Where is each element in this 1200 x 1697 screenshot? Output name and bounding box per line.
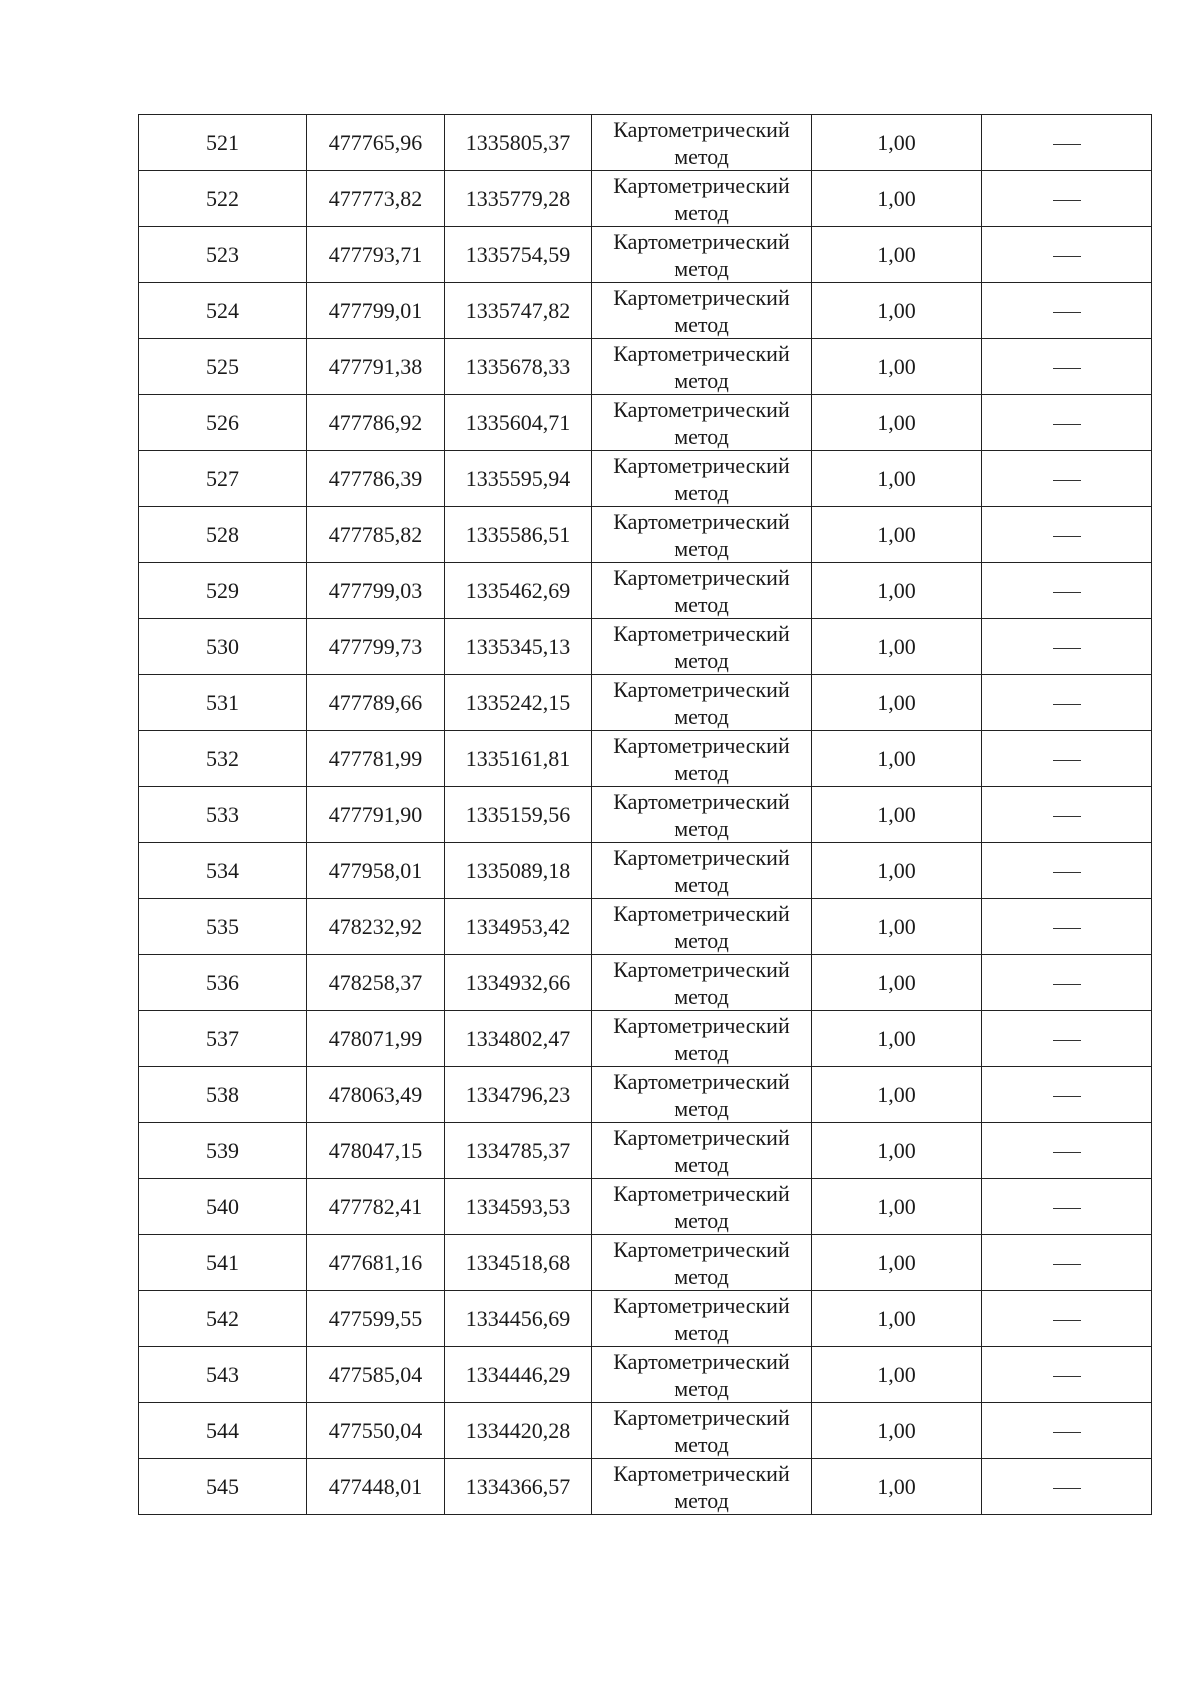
note-cell <box>982 227 1152 283</box>
coordinate-y-cell: 1334518,68 <box>445 1235 592 1291</box>
coordinate-y-cell: 1335595,94 <box>445 451 592 507</box>
dash-mark <box>1053 536 1081 537</box>
method-line-2: метод <box>674 1151 729 1177</box>
point-number-cell: 534 <box>139 843 307 899</box>
dash-mark <box>1053 1320 1081 1321</box>
coordinate-x-cell: 477448,01 <box>307 1459 445 1515</box>
method-line-2: метод <box>674 1319 729 1345</box>
dash-mark <box>1053 648 1081 649</box>
method-line-2: метод <box>674 983 729 1009</box>
table-row <box>139 507 1152 563</box>
method-cell <box>592 115 812 171</box>
note-cell <box>982 1123 1152 1179</box>
method-cell <box>592 507 812 563</box>
method-cell <box>592 1011 812 1067</box>
coordinate-y-cell: 1335754,59 <box>445 227 592 283</box>
coordinate-y-cell: 1334366,57 <box>445 1459 592 1515</box>
method-line-2: метод <box>674 199 729 225</box>
method-line-2: метод <box>674 871 729 897</box>
table-row <box>139 731 1152 787</box>
method-line-1: Картометрический <box>613 620 790 646</box>
table-row <box>139 899 1152 955</box>
method-line-2: метод <box>674 535 729 561</box>
method-line-1: Картометрический <box>613 1124 790 1150</box>
coordinate-y-cell: 1335678,33 <box>445 339 592 395</box>
method-line-1: Картометрический <box>613 508 790 534</box>
method-line-2: метод <box>674 759 729 785</box>
precision-cell: 1,00 <box>812 1291 982 1347</box>
coordinate-x-cell: 478232,92 <box>307 899 445 955</box>
precision-cell: 1,00 <box>812 1459 982 1515</box>
method-line-2: метод <box>674 1375 729 1401</box>
method-line-1: Картометрический <box>613 1012 790 1038</box>
precision-cell: 1,00 <box>812 1123 982 1179</box>
coordinate-y-cell: 1334446,29 <box>445 1347 592 1403</box>
coordinate-x-cell: 477786,92 <box>307 395 445 451</box>
point-number-cell: 536 <box>139 955 307 1011</box>
method-line-1: Картометрический <box>613 396 790 422</box>
method-cell <box>592 283 812 339</box>
dash-mark <box>1053 872 1081 873</box>
method-line-1: Картометрический <box>613 1292 790 1318</box>
coordinate-y-cell: 1335089,18 <box>445 843 592 899</box>
method-line-1: Картометрический <box>613 116 790 142</box>
method-line-1: Картометрический <box>613 1404 790 1430</box>
method-line-2: метод <box>674 815 729 841</box>
note-cell <box>982 955 1152 1011</box>
point-number-cell: 543 <box>139 1347 307 1403</box>
note-cell <box>982 675 1152 731</box>
dash-mark <box>1053 592 1081 593</box>
method-line-1: Картометрический <box>613 1068 790 1094</box>
note-cell <box>982 1291 1152 1347</box>
dash-mark <box>1053 1096 1081 1097</box>
precision-cell: 1,00 <box>812 1067 982 1123</box>
coordinate-x-cell: 477781,99 <box>307 731 445 787</box>
precision-cell: 1,00 <box>812 1179 982 1235</box>
precision-cell: 1,00 <box>812 1235 982 1291</box>
note-cell <box>982 1011 1152 1067</box>
note-cell <box>982 1403 1152 1459</box>
dash-mark <box>1053 704 1081 705</box>
method-cell <box>592 451 812 507</box>
point-number-cell: 539 <box>139 1123 307 1179</box>
point-number-cell: 522 <box>139 171 307 227</box>
coordinate-x-cell: 477799,73 <box>307 619 445 675</box>
coordinate-y-cell: 1335242,15 <box>445 675 592 731</box>
dash-mark <box>1053 424 1081 425</box>
method-line-1: Картометрический <box>613 228 790 254</box>
method-cell <box>592 1123 812 1179</box>
method-cell <box>592 1347 812 1403</box>
coordinate-x-cell: 477791,38 <box>307 339 445 395</box>
coordinate-y-cell: 1334785,37 <box>445 1123 592 1179</box>
table-row <box>139 563 1152 619</box>
method-line-1: Картометрический <box>613 956 790 982</box>
method-line-2: метод <box>674 1207 729 1233</box>
precision-cell: 1,00 <box>812 955 982 1011</box>
table-row <box>139 1235 1152 1291</box>
table-row <box>139 1011 1152 1067</box>
method-cell <box>592 171 812 227</box>
coordinate-x-cell: 477786,39 <box>307 451 445 507</box>
coordinates-table-body <box>139 115 1152 1515</box>
point-number-cell: 540 <box>139 1179 307 1235</box>
table-row <box>139 1123 1152 1179</box>
method-line-1: Картометрический <box>613 788 790 814</box>
method-cell <box>592 899 812 955</box>
method-cell <box>592 619 812 675</box>
table-row <box>139 619 1152 675</box>
note-cell <box>982 451 1152 507</box>
precision-cell: 1,00 <box>812 899 982 955</box>
table-row <box>139 227 1152 283</box>
dash-mark <box>1053 1152 1081 1153</box>
coordinate-y-cell: 1334932,66 <box>445 955 592 1011</box>
point-number-cell: 528 <box>139 507 307 563</box>
table-row <box>139 1347 1152 1403</box>
coordinate-x-cell: 477550,04 <box>307 1403 445 1459</box>
coordinate-y-cell: 1334953,42 <box>445 899 592 955</box>
dash-mark <box>1053 1376 1081 1377</box>
method-line-2: метод <box>674 1039 729 1065</box>
note-cell <box>982 395 1152 451</box>
table-row <box>139 339 1152 395</box>
dash-mark <box>1053 1432 1081 1433</box>
point-number-cell: 535 <box>139 899 307 955</box>
precision-cell: 1,00 <box>812 451 982 507</box>
method-cell <box>592 731 812 787</box>
precision-cell: 1,00 <box>812 787 982 843</box>
method-line-1: Картометрический <box>613 340 790 366</box>
precision-cell: 1,00 <box>812 227 982 283</box>
method-cell <box>592 1067 812 1123</box>
point-number-cell: 523 <box>139 227 307 283</box>
point-number-cell: 533 <box>139 787 307 843</box>
note-cell <box>982 1459 1152 1515</box>
method-cell <box>592 675 812 731</box>
precision-cell: 1,00 <box>812 339 982 395</box>
table-row <box>139 451 1152 507</box>
coordinate-x-cell: 478047,15 <box>307 1123 445 1179</box>
method-cell <box>592 1179 812 1235</box>
precision-cell: 1,00 <box>812 115 982 171</box>
method-line-2: метод <box>674 423 729 449</box>
table-row <box>139 115 1152 171</box>
point-number-cell: 545 <box>139 1459 307 1515</box>
method-line-1: Картометрический <box>613 1236 790 1262</box>
method-line-2: метод <box>674 1263 729 1289</box>
note-cell <box>982 843 1152 899</box>
table-row <box>139 955 1152 1011</box>
coordinate-y-cell: 1334802,47 <box>445 1011 592 1067</box>
note-cell <box>982 115 1152 171</box>
coordinate-x-cell: 477791,90 <box>307 787 445 843</box>
coordinate-y-cell: 1335805,37 <box>445 115 592 171</box>
method-line-2: метод <box>674 143 729 169</box>
note-cell <box>982 731 1152 787</box>
method-line-2: метод <box>674 703 729 729</box>
point-number-cell: 524 <box>139 283 307 339</box>
dash-mark <box>1053 928 1081 929</box>
method-line-1: Картометрический <box>613 676 790 702</box>
note-cell <box>982 339 1152 395</box>
precision-cell: 1,00 <box>812 731 982 787</box>
note-cell <box>982 787 1152 843</box>
point-number-cell: 541 <box>139 1235 307 1291</box>
coordinate-y-cell: 1335161,81 <box>445 731 592 787</box>
coordinate-y-cell: 1335345,13 <box>445 619 592 675</box>
coordinate-x-cell: 477789,66 <box>307 675 445 731</box>
method-cell <box>592 227 812 283</box>
point-number-cell: 538 <box>139 1067 307 1123</box>
note-cell <box>982 619 1152 675</box>
precision-cell: 1,00 <box>812 563 982 619</box>
coordinate-x-cell: 477599,55 <box>307 1291 445 1347</box>
dash-mark <box>1053 480 1081 481</box>
table-row <box>139 787 1152 843</box>
method-cell <box>592 339 812 395</box>
method-line-2: метод <box>674 311 729 337</box>
coordinate-x-cell: 477773,82 <box>307 171 445 227</box>
dash-mark <box>1053 984 1081 985</box>
precision-cell: 1,00 <box>812 675 982 731</box>
method-line-2: метод <box>674 1431 729 1457</box>
table-row <box>139 283 1152 339</box>
method-line-1: Картометрический <box>613 1180 790 1206</box>
precision-cell: 1,00 <box>812 507 982 563</box>
coordinate-x-cell: 477799,01 <box>307 283 445 339</box>
method-line-1: Картометрический <box>613 900 790 926</box>
table-row <box>139 1067 1152 1123</box>
dash-mark <box>1053 1264 1081 1265</box>
coordinate-x-cell: 477793,71 <box>307 227 445 283</box>
coordinate-x-cell: 477785,82 <box>307 507 445 563</box>
note-cell <box>982 171 1152 227</box>
coordinate-y-cell: 1335779,28 <box>445 171 592 227</box>
note-cell <box>982 283 1152 339</box>
method-line-2: метод <box>674 1487 729 1513</box>
dash-mark <box>1053 368 1081 369</box>
method-line-2: метод <box>674 927 729 953</box>
dash-mark <box>1053 760 1081 761</box>
point-number-cell: 537 <box>139 1011 307 1067</box>
precision-cell: 1,00 <box>812 843 982 899</box>
dash-mark <box>1053 200 1081 201</box>
table-row <box>139 1291 1152 1347</box>
precision-cell: 1,00 <box>812 619 982 675</box>
method-cell <box>592 1235 812 1291</box>
method-line-1: Картометрический <box>613 172 790 198</box>
point-number-cell: 527 <box>139 451 307 507</box>
coordinate-y-cell: 1335462,69 <box>445 563 592 619</box>
note-cell <box>982 899 1152 955</box>
method-cell <box>592 955 812 1011</box>
method-line-2: метод <box>674 647 729 673</box>
dash-mark <box>1053 1208 1081 1209</box>
coordinate-x-cell: 477681,16 <box>307 1235 445 1291</box>
coordinate-x-cell: 477799,03 <box>307 563 445 619</box>
point-number-cell: 525 <box>139 339 307 395</box>
method-cell <box>592 1291 812 1347</box>
table-row <box>139 1179 1152 1235</box>
precision-cell: 1,00 <box>812 171 982 227</box>
point-number-cell: 532 <box>139 731 307 787</box>
coordinate-y-cell: 1335604,71 <box>445 395 592 451</box>
precision-cell: 1,00 <box>812 1347 982 1403</box>
precision-cell: 1,00 <box>812 1011 982 1067</box>
method-line-1: Картометрический <box>613 1348 790 1374</box>
table-row <box>139 171 1152 227</box>
coordinate-y-cell: 1335159,56 <box>445 787 592 843</box>
note-cell <box>982 507 1152 563</box>
coordinate-x-cell: 478063,49 <box>307 1067 445 1123</box>
coordinate-y-cell: 1334420,28 <box>445 1403 592 1459</box>
method-line-1: Картометрический <box>613 284 790 310</box>
precision-cell: 1,00 <box>812 283 982 339</box>
method-cell <box>592 843 812 899</box>
method-line-2: метод <box>674 255 729 281</box>
note-cell <box>982 563 1152 619</box>
point-number-cell: 521 <box>139 115 307 171</box>
dash-mark <box>1053 1488 1081 1489</box>
method-line-1: Картометрический <box>613 844 790 870</box>
note-cell <box>982 1347 1152 1403</box>
point-number-cell: 529 <box>139 563 307 619</box>
table-row <box>139 675 1152 731</box>
method-cell <box>592 395 812 451</box>
method-line-1: Картометрический <box>613 732 790 758</box>
table-row <box>139 1403 1152 1459</box>
coordinate-y-cell: 1335586,51 <box>445 507 592 563</box>
dash-mark <box>1053 256 1081 257</box>
coordinate-x-cell: 477765,96 <box>307 115 445 171</box>
coordinate-y-cell: 1334456,69 <box>445 1291 592 1347</box>
point-number-cell: 526 <box>139 395 307 451</box>
method-line-1: Картометрический <box>613 1460 790 1486</box>
method-cell <box>592 787 812 843</box>
method-cell <box>592 1459 812 1515</box>
coordinate-x-cell: 478258,37 <box>307 955 445 1011</box>
dash-mark <box>1053 1040 1081 1041</box>
method-line-2: метод <box>674 591 729 617</box>
point-number-cell: 530 <box>139 619 307 675</box>
note-cell <box>982 1067 1152 1123</box>
precision-cell: 1,00 <box>812 1403 982 1459</box>
method-line-1: Картометрический <box>613 564 790 590</box>
method-line-2: метод <box>674 479 729 505</box>
table-row <box>139 1459 1152 1515</box>
coordinates-table <box>138 114 1152 1515</box>
note-cell <box>982 1179 1152 1235</box>
method-line-1: Картометрический <box>613 452 790 478</box>
point-number-cell: 531 <box>139 675 307 731</box>
point-number-cell: 544 <box>139 1403 307 1459</box>
coordinate-y-cell: 1334796,23 <box>445 1067 592 1123</box>
method-line-2: метод <box>674 1095 729 1121</box>
dash-mark <box>1053 312 1081 313</box>
method-cell <box>592 563 812 619</box>
coordinate-y-cell: 1335747,82 <box>445 283 592 339</box>
method-line-2: метод <box>674 367 729 393</box>
coordinate-x-cell: 477585,04 <box>307 1347 445 1403</box>
dash-mark <box>1053 144 1081 145</box>
method-cell <box>592 1403 812 1459</box>
precision-cell: 1,00 <box>812 395 982 451</box>
point-number-cell: 542 <box>139 1291 307 1347</box>
coordinate-x-cell: 477958,01 <box>307 843 445 899</box>
coordinate-x-cell: 477782,41 <box>307 1179 445 1235</box>
coordinate-x-cell: 478071,99 <box>307 1011 445 1067</box>
note-cell <box>982 1235 1152 1291</box>
table-row <box>139 843 1152 899</box>
dash-mark <box>1053 816 1081 817</box>
coordinate-y-cell: 1334593,53 <box>445 1179 592 1235</box>
table-row <box>139 395 1152 451</box>
